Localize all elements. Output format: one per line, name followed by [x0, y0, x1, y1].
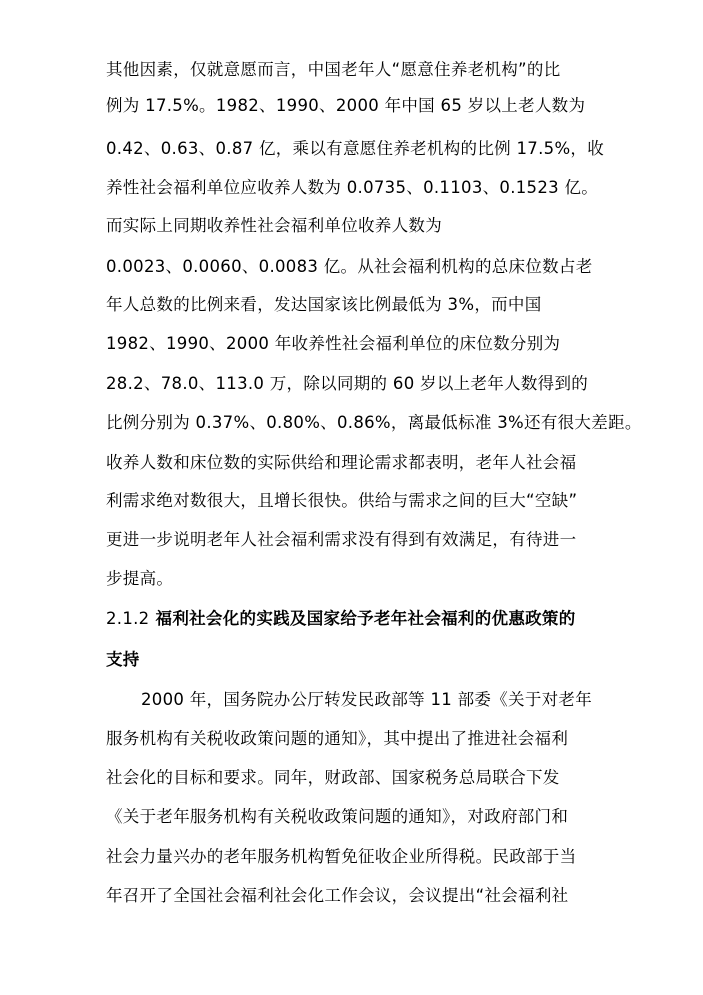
text-line: 28.2、78.0、113.0 万，除以同期的 60 岁以上老年人数得到的: [106, 374, 589, 393]
text-line: 例为 17.5%。1982、1990、2000 年中国 65 岁以上老人数为: [106, 96, 586, 115]
paragraph-line: 《关于老年服务机构有关税收政策问题的通知》，对政府部门和: [106, 807, 569, 826]
text-line: 0.0023、0.0060、0.0083 亿。从社会福利机构的总床位数占老: [106, 257, 593, 276]
section-title: 福利社会化的实践及国家给予老年社会福利的优惠政策的: [155, 609, 576, 628]
text-line: 步提高。: [106, 569, 174, 588]
text-line: 比例分别为 0.37%、0.80%、0.86%，离最低标准 3%还有很大差距。: [106, 413, 642, 432]
section-heading: [106, 609, 576, 629]
text-line: 收养人数和床位数的实际供给和理论需求都表明，老年人社会福: [106, 453, 577, 472]
text-line: 0.42、0.63、0.87 亿，乘以有意愿住养老机构的比例 17.5%，收: [106, 139, 605, 158]
text-line: 其他因素，仅就意愿而言，中国老年人“愿意住养老机构”的比: [106, 60, 561, 79]
text-line: 更进一步说明老年人社会福利需求没有得到有效满足，有待进一: [106, 530, 577, 549]
section-title-continued: 支持: [106, 650, 140, 669]
paragraph-line: 2000 年，国务院办公厅转发民政部等 11 部委《关于对老年: [141, 690, 593, 709]
paragraph-line: 年召开了全国社会福利社会化工作会议，会议提出“社会福利社: [106, 886, 569, 905]
paragraph-line: 社会力量兴办的老年服务机构暂免征收企业所得税。民政部于当: [106, 847, 577, 866]
text-line: 年人总数的比例来看，发达国家该比例最低为 3%，而中国: [106, 295, 542, 314]
paragraph-line: 服务机构有关税收政策问题的通知》，其中提出了推进社会福利: [106, 729, 569, 748]
text-line: 养性社会福利单位应收养人数为 0.0735、0.1103、0.1523 亿。: [106, 178, 599, 197]
text-line: 1982、1990、2000 年收养性社会福利单位的床位数分别为: [106, 334, 561, 353]
text-line: 利需求绝对数很大，且增长很快。供给与需求之间的巨大“空缺”: [106, 491, 578, 510]
section-number: 2.1.2: [106, 609, 150, 628]
paragraph-line: 社会化的目标和要求。同年，财政部、国家税务总局联合下发: [106, 768, 560, 787]
text-line: 而实际上同期收养性社会福利单位收养人数为: [106, 216, 442, 235]
